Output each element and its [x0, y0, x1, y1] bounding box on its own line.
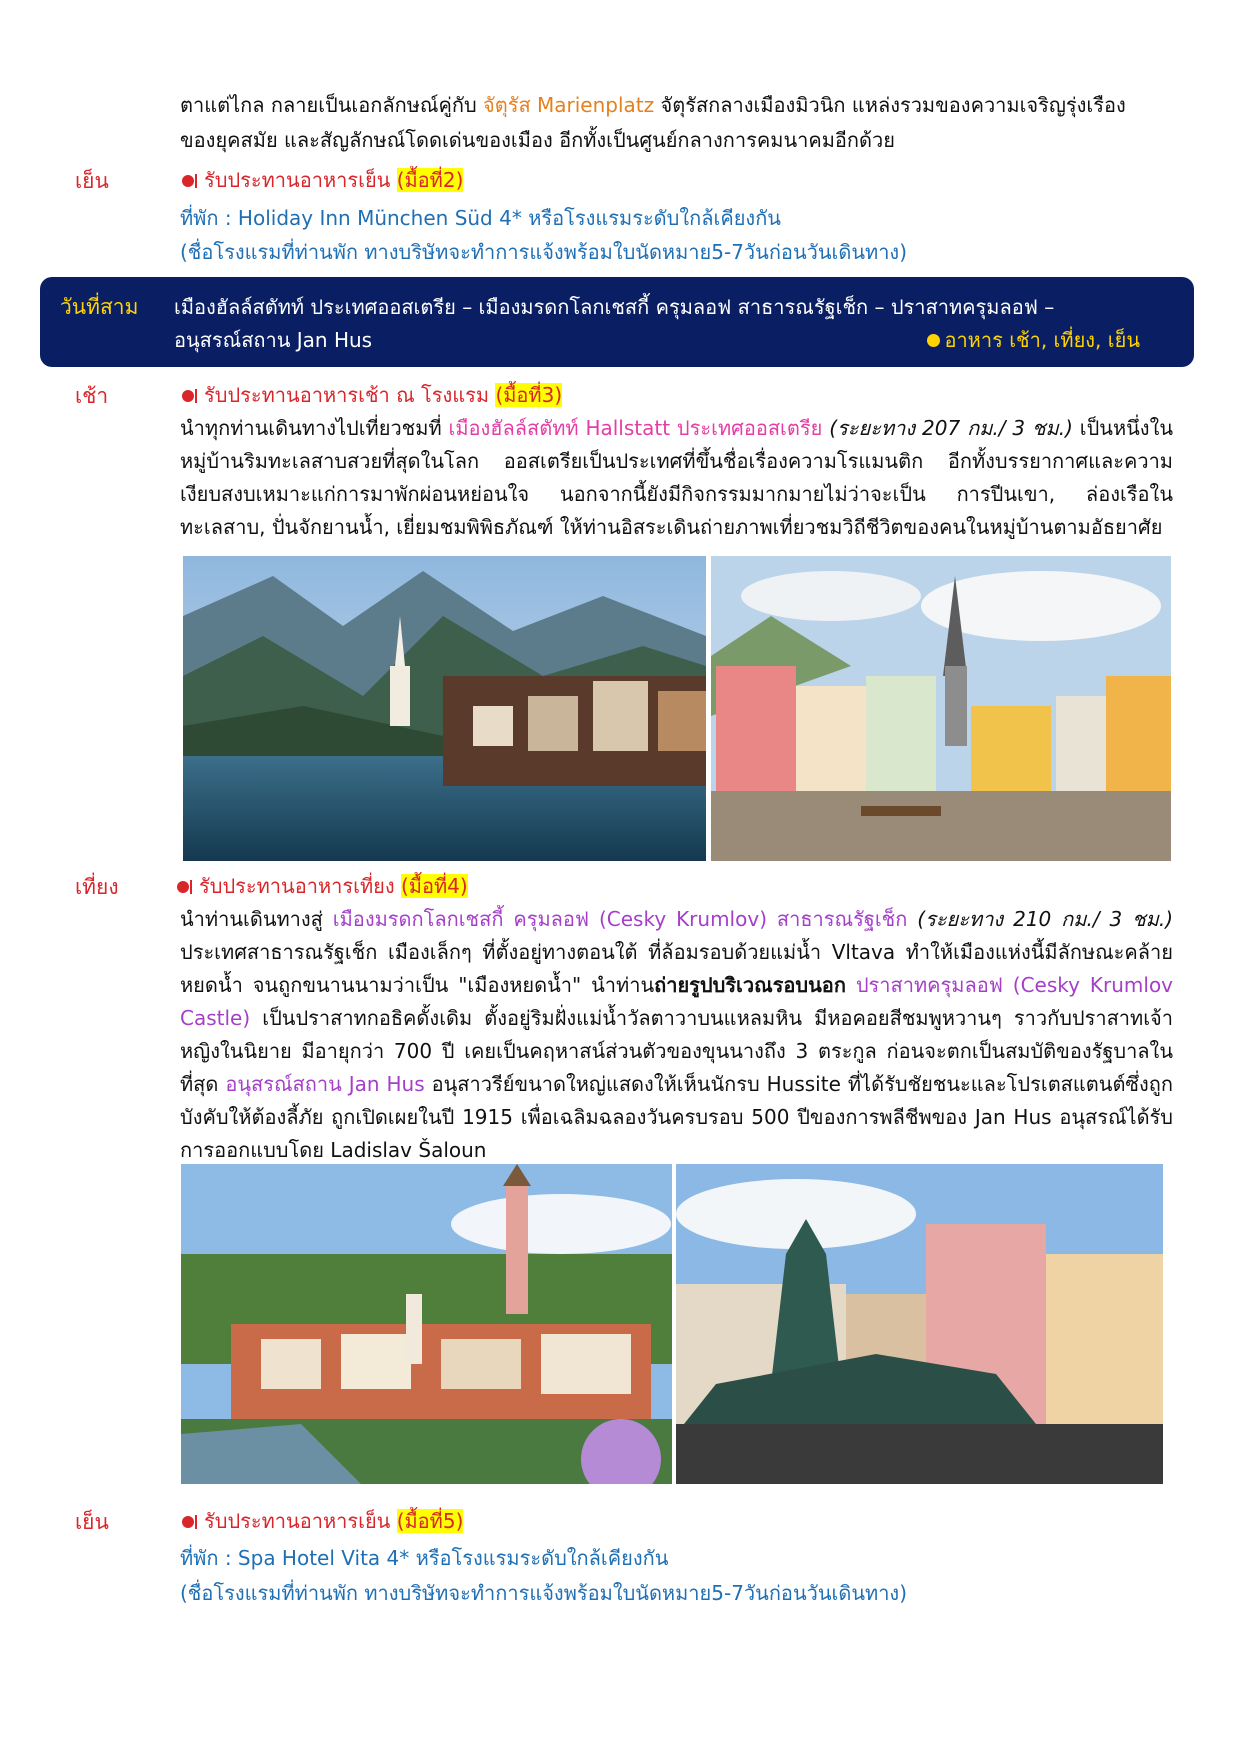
hallstatt-lake-photo	[183, 556, 706, 861]
meal-label-lunch: เที่ยง	[75, 875, 119, 899]
paragraph-text: นำทุกท่านเดินทางไปเที่ยวชมที่	[180, 416, 449, 440]
meal-label-dinner: เย็น	[75, 169, 109, 193]
day-number: วันที่สาม	[60, 295, 139, 319]
dish-icon	[180, 389, 198, 403]
day-title-line-2: อนุสรณ์สถาน Jan Hus	[174, 328, 373, 352]
cesky-krumlov-link-text: เมืองมรดกโลกเชสกี้ ครุมลอฟ (Cesky Krumlov) สาธารณรัฐเช็ก	[332, 907, 908, 931]
intro-line-1	[180, 89, 1126, 122]
dinner-line	[180, 1505, 463, 1538]
intro-line-2: ของยุคสมัย และสัญลักษณ์โดดเด่นของเมือง อีกทั้งเป็นศูนย์กลางการคมนาคมอีกด้วย	[180, 128, 895, 152]
day-title-line-1: เมืองฮัลล์สตัทท์ ประเทศออสเตรีย – เมืองมรดกโลกเชสกี้ ครุมลอฟ สาธารณรัฐเช็ก – ปราสาทครุมลอฟ –	[174, 295, 1055, 319]
paragraph-text: นำท่านเดินทางสู่	[180, 907, 333, 931]
day-meals-text: อาหาร เช้า, เที่ยง, เย็น	[944, 328, 1140, 352]
meal-icon	[927, 334, 940, 347]
paragraph-text: เป็นปราสาทกอธิคดั้งเดิม ตั้งอยู่ริมฝั่งแม่น้ำวัลตาวาบนแหลมหิน มีหอคอยสีชมพูหวานๆ ราวกับปราสาทเจ้าหญิงในนิยาย มีอายุกว่า 700 ปี เคยเป็นคฤหาสน์ส่วนตัวของขุนนางถึง 3 ตระกูล ก่อนจะตกเป็นสมบัติของรัฐบาลในที่สุด	[180, 1006, 1173, 1096]
intro-text: ตาแต่ไกล กลายเป็นเอกลักษณ์คู่กับ	[180, 93, 483, 117]
dish-icon	[180, 174, 198, 188]
paragraph-space	[846, 973, 856, 997]
meal-number-badge: (มื้อที่4)	[400, 874, 468, 898]
dinner-text: รับประทานอาหารเย็น	[204, 1509, 397, 1533]
day-banner	[40, 277, 1194, 367]
hallstatt-paragraph	[180, 412, 1173, 544]
hallstatt-square-photo	[711, 556, 1171, 861]
marienplatz-link-text: จัตุรัส Marienplatz	[483, 93, 655, 117]
dish-icon	[180, 1515, 198, 1529]
paragraph-text: ประเทศสาธารณรัฐเช็ก เมืองเล็กๆ ที่ตั้งอยู่ทางตอนใต้ ที่ล้อมรอบด้วยแม่น้ำ Vltava ทำให้เมืองแห่งนี้มีลักษณะคล้ายหยดน้ำ จนถูกขนานนามว่าเป็น "เมืองหยดน้ำ" นำท่าน	[180, 940, 1173, 997]
jan-hus-link-text: อนุสรณ์สถาน Jan Hus	[225, 1072, 425, 1096]
dinner-line	[180, 164, 463, 197]
meal-number-badge: (มื้อที่3)	[495, 383, 563, 407]
paragraph-text: อนุสาวรีย์ขนาดใหญ่แสดงให้เห็นนักรบ Hussite ที่ได้รับชัยชนะและโปรเตสแตนต์ซึ่งถูกบังคับให้ต้องลี้ภัย ถูกเปิดเผยในปี 1915 เพื่อเฉลิมฉลองวันครบรอบ 500 ปีของการพลีชีพของ Jan Hus อนุสรณ์ได้รับการออกแบบโดย Ladislav Šaloun	[180, 1072, 1173, 1162]
lunch-line	[175, 870, 468, 903]
meal-number-badge: (มื้อที่2)	[396, 168, 464, 192]
castle-link-text: ปราสาทครุมลอฟ (Cesky Krumlov Castle)	[180, 973, 1174, 1030]
day-meals	[927, 324, 1140, 356]
jan-hus-memorial-photo	[676, 1164, 1163, 1484]
hallstatt-link-text: เมืองฮัลล์สตัทท์ Hallstatt ประเทศออสเตรีย	[448, 416, 823, 440]
hotel-note: (ชื่อโรงแรมที่ท่านพัก ทางบริษัทจะทำการแจ้งพร้อมใบนัดหมาย5-7วันก่อนวันเดินทาง)	[180, 240, 907, 264]
distance-text: (ระยะทาง 210 กม./ 3 ชม.)	[907, 907, 1174, 931]
hotel-line: ที่พัก : Holiday Inn München Süd 4* หรือโรงแรมระดับใกล้เคียงกัน	[180, 206, 781, 230]
meal-label-breakfast: เช้า	[75, 384, 109, 408]
paragraph-text: เป็นหนึ่งในหมู่บ้านริมทะเลสาบสวยที่สุดในโลก ออสเตรียเป็นประเทศที่ขึ้นชื่อเรื่องความโรแมนติก อีกทั้งบรรยากาศและความเงียบสงบเหมาะแก่การมาพักผ่อนหย่อนใจ นอกจากนี้ยังมีกิจกรรมมากมายไม่ว่าจะเป็น การปีนเขา, ล่องเรือในทะเลสาบ, ปั่นจักยานน้ำ, เยี่ยมชมพิพิธภัณฑ์ ให้ท่านอิสระเดินถ่ายภาพเที่ยวชมวิถีชีวิตของคนในหมู่บ้านตามอัธยาศัย	[180, 416, 1174, 539]
dinner-text: รับประทานอาหารเย็น	[204, 168, 397, 192]
hotel-line: ที่พัก : Spa Hotel Vita 4* หรือโรงแรมระดับใกล้เคียงกัน	[180, 1546, 669, 1570]
breakfast-line	[180, 379, 562, 412]
hotel-note: (ชื่อโรงแรมที่ท่านพัก ทางบริษัทจะทำการแจ้งพร้อมใบนัดหมาย5-7วันก่อนวันเดินทาง)	[180, 1581, 907, 1605]
meal-label-dinner: เย็น	[75, 1510, 109, 1534]
breakfast-text: รับประทานอาหารเช้า ณ โรงแรม	[204, 383, 496, 407]
distance-text: (ระยะทาง 207 กม./ 3 ชม.)	[822, 416, 1073, 440]
intro-text: จัตุรัสกลางเมืองมิวนิก แหล่งรวมของความเจริญรุ่งเรือง	[654, 93, 1126, 117]
dish-icon	[175, 880, 193, 894]
meal-number-badge: (มื้อที่5)	[396, 1509, 464, 1533]
lunch-text: รับประทานอาหารเที่ยง	[199, 874, 401, 898]
cesky-krumlov-photo	[181, 1164, 672, 1484]
cesky-krumlov-paragraph	[180, 903, 1173, 1167]
photo-outside-text: ถ่ายรูปบริเวณรอบนอก	[654, 973, 846, 997]
